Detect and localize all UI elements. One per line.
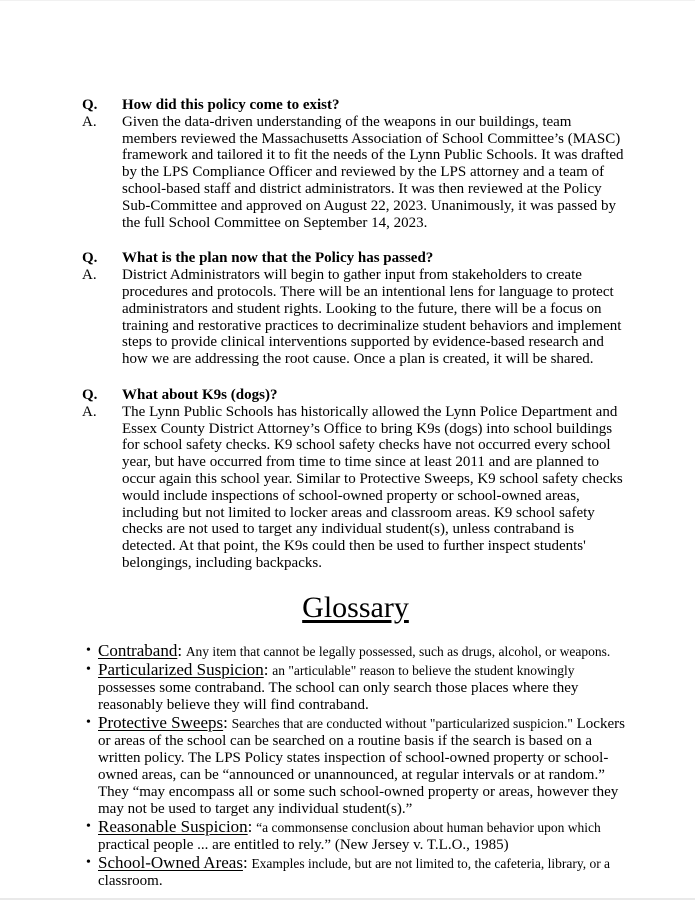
answer-row — [82, 404, 629, 572]
term-separator: : — [223, 712, 228, 732]
bullet-icon: • — [86, 714, 91, 730]
glossary-definition-continued: classroom. — [98, 872, 163, 889]
question-text: How did this policy come to exist? — [122, 97, 340, 113]
question-label: Q. — [82, 250, 98, 267]
glossary-term: School-Owned Areas — [98, 852, 243, 872]
term-separator: : — [247, 816, 253, 836]
term-separator: : — [263, 659, 269, 679]
glossary-definition: Searches that are conducted without "particularized suspicion." — [231, 715, 573, 731]
glossary-item — [86, 854, 629, 890]
answer-label: A. — [82, 113, 97, 130]
bullet-icon: • — [86, 854, 91, 870]
term-separator: : — [242, 852, 248, 872]
glossary-item — [86, 818, 629, 854]
answer-row — [82, 267, 629, 368]
answer-text: Given the data-driven understanding of the weapons in our buildings, team members reviewed the Massachusetts Association of School Committee’s (MASC) framework and tailored it to fit the needs of the Lynn Public Schools. It was drafted by the LPS Compliance Officer and reviewed by the LPS attorney and a team of school-based staff and district administrators. It was then reviewed at the Policy Sub-Committee and approved on August 22, 2023. Unanimously, it was passed by the full School Committee on September 14, 2023. — [122, 113, 624, 231]
glossary-definition: “a commonsense conclusion about human behavior upon which — [256, 819, 601, 835]
term-separator: : — [177, 640, 183, 660]
glossary-definition: Any item that cannot be legally possessed, such as drugs, alcohol, or weapons. — [185, 643, 611, 659]
answer-row — [82, 114, 629, 232]
answer-text: The Lynn Public Schools has historically allowed the Lynn Police Department and Essex County District Attorney’s Office to bring K9s (dogs) into school buildings for school safety checks. K9 school safety checks have not occurred every school year, but have occurred from time to time since at least 2011 and are planned to occur again this school year. Similar to Protective Sweeps, K9 school safety checks would include inspections of school-owned property or school-owned areas, including but not limited to locker areas and classroom areas. K9 school safety checks are not used to target any individual student(s), unless contraband is detected. At that point, the K9s could then be used to further inspect students' belongings, including backpacks. — [122, 403, 623, 571]
question-text: What about K9s (dogs)? — [122, 386, 278, 403]
answer-text: District Administrators will begin to gather input from stakeholders to create procedures and protocols. There will be an intentional lens for language to protect administrators and student rights. Looking to the future, there will be a focus on training and restorative practices to decriminalize student behaviors and implement steps to provide clinical interventions supported by evidence-based research and how we are addressing the root cause. Once a plan is created, it will be shared. — [122, 267, 622, 368]
glossary-definition: an "articulable" reason to believe the student knowingly — [272, 662, 575, 678]
glossary-term: Reasonable Suspicion — [98, 816, 248, 836]
glossary-list — [82, 642, 629, 890]
question-row — [82, 387, 629, 404]
question-text: What is the plan now that the Policy has passed? — [122, 250, 434, 267]
bullet-icon: • — [86, 661, 91, 677]
bullet-icon: • — [86, 818, 91, 834]
document-page — [0, 1, 695, 890]
question-row — [82, 97, 629, 114]
glossary-definition-continued: possesses some contraband. The school can only search those places where they reasonably believe they will find contraband. — [98, 679, 579, 713]
glossary-definition: Examples include, but are not limited to, the cafeteria, library, or a — [251, 855, 611, 871]
question-label: Q. — [82, 97, 98, 113]
question-label: Q. — [82, 386, 98, 403]
glossary-term: Protective Sweeps — [98, 712, 224, 732]
glossary-item — [86, 714, 629, 818]
answer-label: A. — [82, 403, 97, 420]
glossary-title: Glossary — [302, 590, 409, 624]
bullet-icon: • — [86, 642, 91, 658]
glossary-item — [86, 661, 629, 714]
glossary-definition-continued: Lockers or areas of the school can be searched on a routine basis if the search is based on a written policy. The LPS Policy states inspection of school-owned property or school-owned areas, can be “announced or unannounced, at regular intervals or at random.” They “may encompass all or some such school-owned property or areas, however they may not be used to target any individual student(s).” — [98, 715, 625, 817]
glossary-term: Particularized Suspicion — [98, 659, 264, 679]
qa-block — [82, 387, 629, 572]
answer-label: A. — [82, 267, 97, 284]
qa-block — [82, 97, 629, 231]
glossary-item — [86, 642, 629, 661]
qa-block — [82, 250, 629, 368]
question-row — [82, 250, 629, 267]
glossary-term: Contraband — [98, 640, 178, 660]
glossary-definition-continued: practical people ... are entitled to rely.” (New Jersey v. T.L.O., 1985) — [98, 836, 509, 853]
